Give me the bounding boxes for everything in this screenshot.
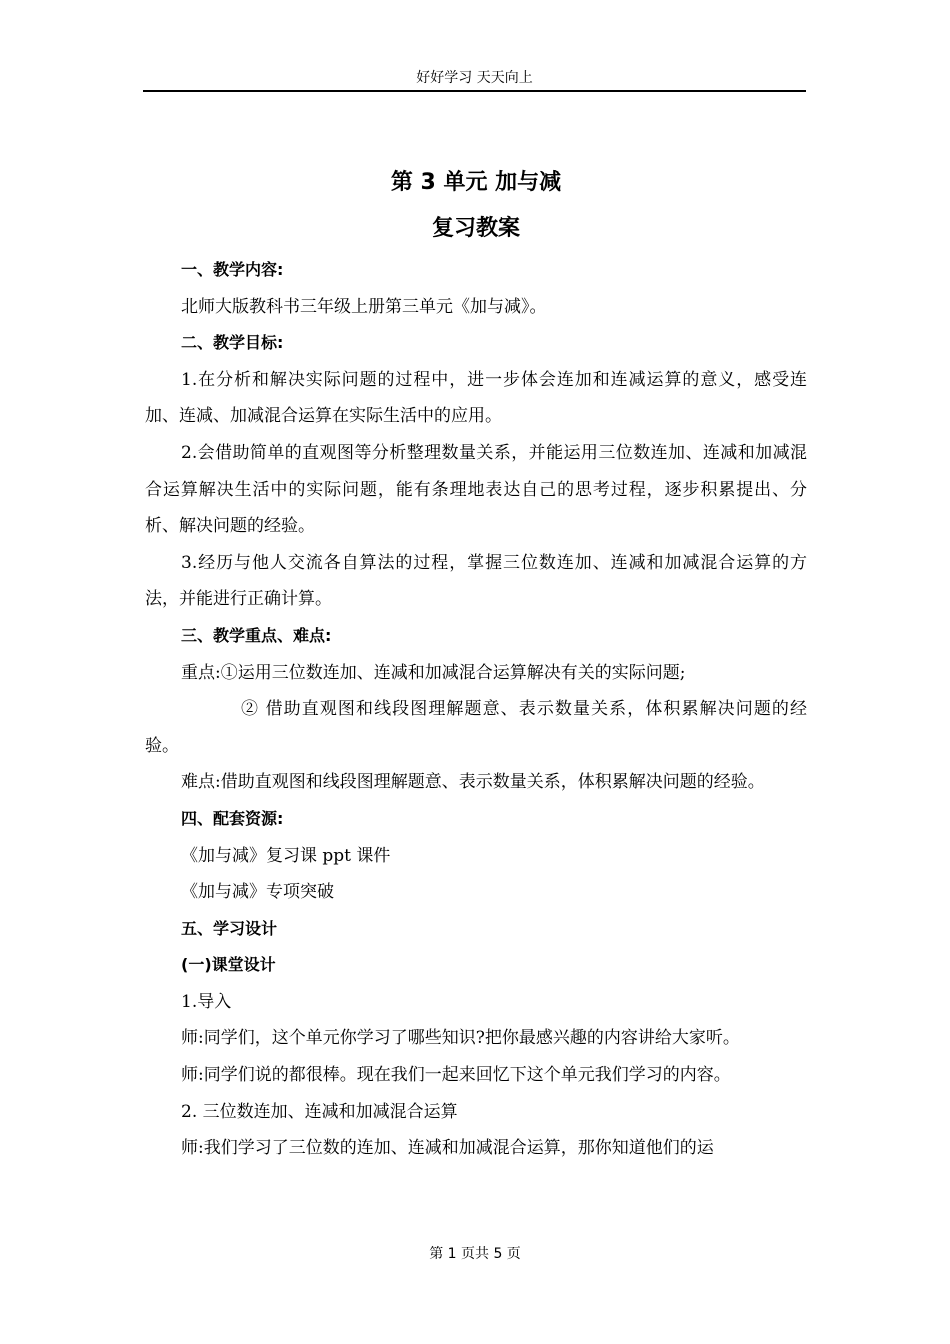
document-subtitle: 复习教案 (431, 216, 520, 241)
section-heading-design: 五、学习设计 (181, 918, 278, 938)
header-motto: 好好学习 天天向上 (416, 70, 533, 86)
paragraph: 重点:①运用三位数连加、连减和加减混合运算解决有关的实际问题; (181, 662, 686, 683)
paragraph: ② 借助直观图和线段图理解题意、表示数量关系，体积累解决问题的经验。 (145, 699, 807, 756)
paragraph: 师:同学们，这个单元你学习了哪些知识?把你最感兴趣的内容讲给大家听。 (181, 1028, 740, 1049)
page-number: 第 1 页共 5 页 (429, 1246, 521, 1262)
paragraph: 师:同学们说的都很棒。现在我们一起来回忆下这个单元我们学习的内容。 (181, 1065, 731, 1086)
section-heading-resources: 四、配套资源: (181, 808, 284, 828)
page-header (143, 70, 806, 92)
section-heading-content: 一、教学内容: (181, 260, 284, 279)
paragraph: 师:我们学习了三位数的连加、连减和加减混合运算，那你知道他们的运 (181, 1138, 714, 1159)
paragraph: 北师大版教科书三年级上册第三单元《加与减》。 (181, 296, 547, 317)
paragraph: 2. 三位数连加、连减和加减混合运算 (181, 1101, 458, 1122)
paragraph: 《加与减》复习课 ppt 课件 (181, 845, 391, 866)
paragraph: 3.经历与他人交流各自算法的过程，掌握三位数连加、连减和加减混合运算的方法，并能进行正确计算。 (145, 552, 807, 610)
unit-title: 第 3 单元 加与减 (390, 170, 562, 195)
page-footer (0, 1245, 950, 1263)
subsection-heading-class-design: (一)课堂设计 (181, 955, 276, 975)
document-body (145, 160, 807, 1167)
paragraph: 《加与减》专项突破 (181, 882, 334, 903)
section-heading-goals: 二、教学目标: (181, 333, 284, 353)
paragraph: 2.会借助简单的直观图等分析整理数量关系，并能运用三位数连加、连减和加减混合运算解决生活中的实际问题，能有条理地表达自己的思考过程，逐步积累提出、分析、解决问题的经验。 (145, 442, 807, 537)
paragraph: 难点:借助直观图和线段图理解题意、表示数量关系，体积累解决问题的经验。 (181, 772, 765, 793)
paragraph: 1.在分析和解决实际问题的过程中，进一步体会连加和连减运算的意义，感受连加、连减、加减混合运算在实际生活中的应用。 (145, 369, 807, 427)
section-heading-key-points: 三、教学重点、难点: (181, 625, 332, 645)
paragraph: 1.导入 (181, 991, 232, 1012)
